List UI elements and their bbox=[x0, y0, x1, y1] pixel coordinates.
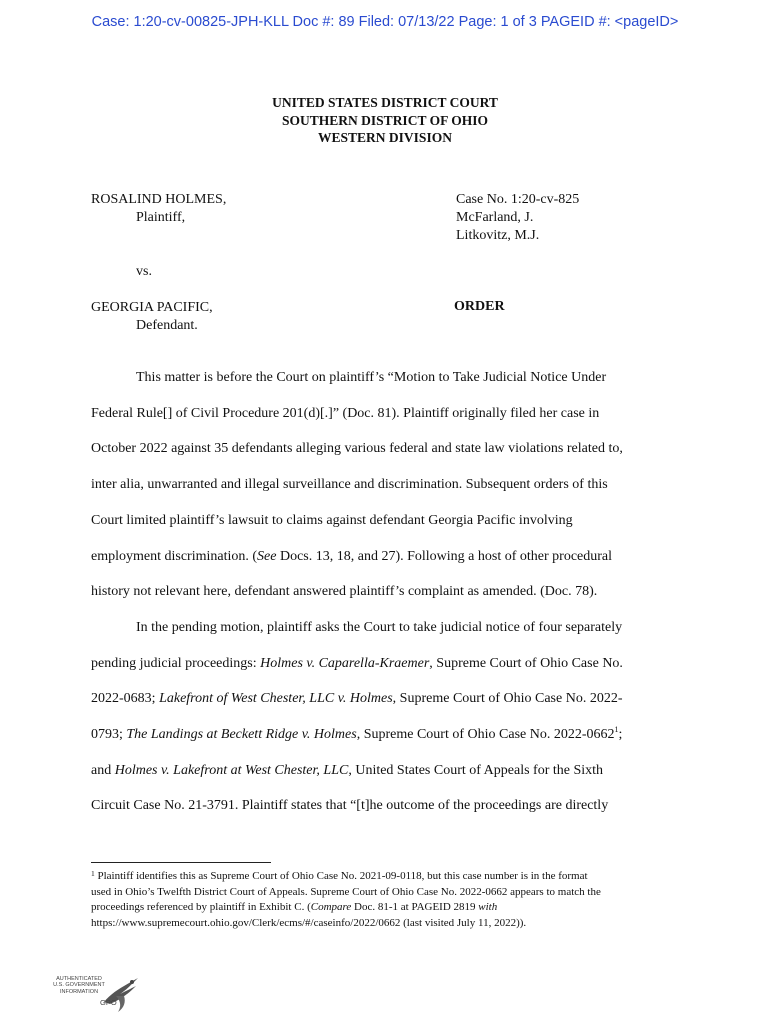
footnote-text-run: Plaintiff identifies this as Supreme Court of Ohio Case No. 2021-09-0118, but this case number is in the format bbox=[94, 870, 588, 882]
body-text-run: and bbox=[91, 763, 115, 778]
footnote-url-line[interactable]: https://www.supremecourt.ohio.gov/Clerk/ecms/#/caseinfo/2022/0662 (last visited July 11, 2022)). bbox=[91, 916, 527, 929]
filing-header-stamp: Case: 1:20-cv-00825-JPH-KLL Doc #: 89 Filed: 07/13/22 Page: 1 of 3 PAGEID #: <pageID> bbox=[91, 14, 679, 30]
gpo-authentication-logo bbox=[44, 972, 154, 1016]
signal-compare: Compare bbox=[310, 901, 352, 914]
body-line bbox=[91, 656, 623, 672]
body-text-run: 2022-0683; bbox=[91, 691, 160, 706]
plaintiff-role: Plaintiff, bbox=[136, 210, 186, 225]
body-text-run: , Supreme Court of Ohio Case No. bbox=[429, 656, 623, 671]
body-text-run: employment discrimination. ( bbox=[91, 549, 258, 564]
case-citation: Lakefront of West Chester, LLC v. Holmes bbox=[159, 691, 393, 706]
body-line bbox=[91, 763, 603, 779]
signal-with: with bbox=[478, 901, 498, 914]
body-line: This matter is before the Court on plaintiff’s “Motion to Take Judicial Notice Under bbox=[136, 370, 607, 385]
body-line: October 2022 against 35 defendants alleging various federal and state law violations related to, bbox=[91, 441, 623, 456]
body-text-run: , Supreme Court of Ohio Case No. 2022-0662 bbox=[356, 727, 615, 742]
body-line: In the pending motion, plaintiff asks the Court to take judicial notice of four separately bbox=[136, 620, 623, 635]
district-judge: McFarland, J. bbox=[456, 210, 534, 225]
body-line: Court limited plaintiff’s lawsuit to claims against defendant Georgia Pacific involving bbox=[91, 513, 573, 528]
gpo-mark-text: GPO bbox=[100, 998, 117, 1007]
footnote-line bbox=[91, 869, 691, 885]
footnote-divider bbox=[91, 862, 271, 863]
footnote-line bbox=[91, 900, 691, 916]
body-line: Federal Rule[] of Civil Procedure 201(d)[.]” (Doc. 81). Plaintiff originally filed her case in bbox=[91, 406, 600, 421]
magistrate-judge: Litkovitz, M.J. bbox=[456, 228, 540, 243]
court-district: SOUTHERN DISTRICT OF OHIO bbox=[282, 112, 488, 128]
body-line bbox=[91, 549, 612, 565]
defendant-role: Defendant. bbox=[136, 318, 198, 333]
footnote-reference[interactable]: 1 bbox=[614, 725, 619, 734]
body-text-run: Docs. 13, 18, and 27). Following a host of other procedural bbox=[276, 549, 613, 564]
body-text-run: pending judicial proceedings: bbox=[91, 656, 261, 671]
document-title: ORDER bbox=[454, 299, 505, 314]
body-text-run: ; bbox=[618, 727, 623, 742]
versus-label: vs. bbox=[136, 264, 152, 279]
footnote bbox=[91, 869, 691, 931]
footnote-text-run: Doc. 81-1 at PAGEID 2819 bbox=[351, 901, 479, 914]
defendant-name: GEORGIA PACIFIC, bbox=[91, 300, 213, 315]
footnote-text-run: proceedings referenced by plaintiff in Exhibit C. ( bbox=[91, 901, 311, 914]
case-citation: Holmes v. Caparella-Kraemer bbox=[260, 656, 430, 671]
body-line bbox=[91, 727, 622, 743]
body-text-run: , Supreme Court of Ohio Case No. 2022- bbox=[392, 691, 623, 706]
body-line bbox=[91, 691, 622, 707]
case-citation: The Landings at Beckett Ridge v. Holmes bbox=[126, 727, 357, 742]
case-citation: Holmes v. Lakefront at West Chester, LLC bbox=[114, 763, 349, 778]
court-heading bbox=[0, 94, 770, 147]
body-text-run: , United States Court of Appeals for the Sixth bbox=[348, 763, 604, 778]
signal-see: See bbox=[257, 549, 277, 564]
body-text-run: 0793; bbox=[91, 727, 127, 742]
body-line: history not relevant here, defendant answered plaintiff’s complaint as amended. (Doc. 78). bbox=[91, 584, 598, 599]
gpo-eagle-icon bbox=[98, 972, 142, 1016]
court-name: UNITED STATES DISTRICT COURT bbox=[272, 95, 498, 110]
gpo-logo-line: INFORMATION bbox=[59, 988, 99, 995]
gpo-logo-line: U.S. GOVERNMENT bbox=[53, 982, 105, 989]
body-line: Circuit Case No. 21-3791. Plaintiff states that “[t]he outcome of the proceedings are directly bbox=[91, 798, 609, 813]
plaintiff-name: ROSALIND HOLMES, bbox=[91, 192, 227, 207]
body-line: inter alia, unwarranted and illegal surveillance and discrimination. Subsequent orders of this bbox=[91, 477, 608, 492]
footnote-line: used in Ohio’s Twelfth District Court of Appeals. Supreme Court of Ohio Case No. 2022-0662 appears to match the bbox=[91, 885, 601, 898]
footnote-number: 1 bbox=[91, 869, 95, 878]
court-division: WESTERN DIVISION bbox=[318, 130, 452, 145]
gpo-logo-line: AUTHENTICATED bbox=[56, 976, 102, 982]
case-number: Case No. 1:20-cv-825 bbox=[456, 192, 580, 207]
